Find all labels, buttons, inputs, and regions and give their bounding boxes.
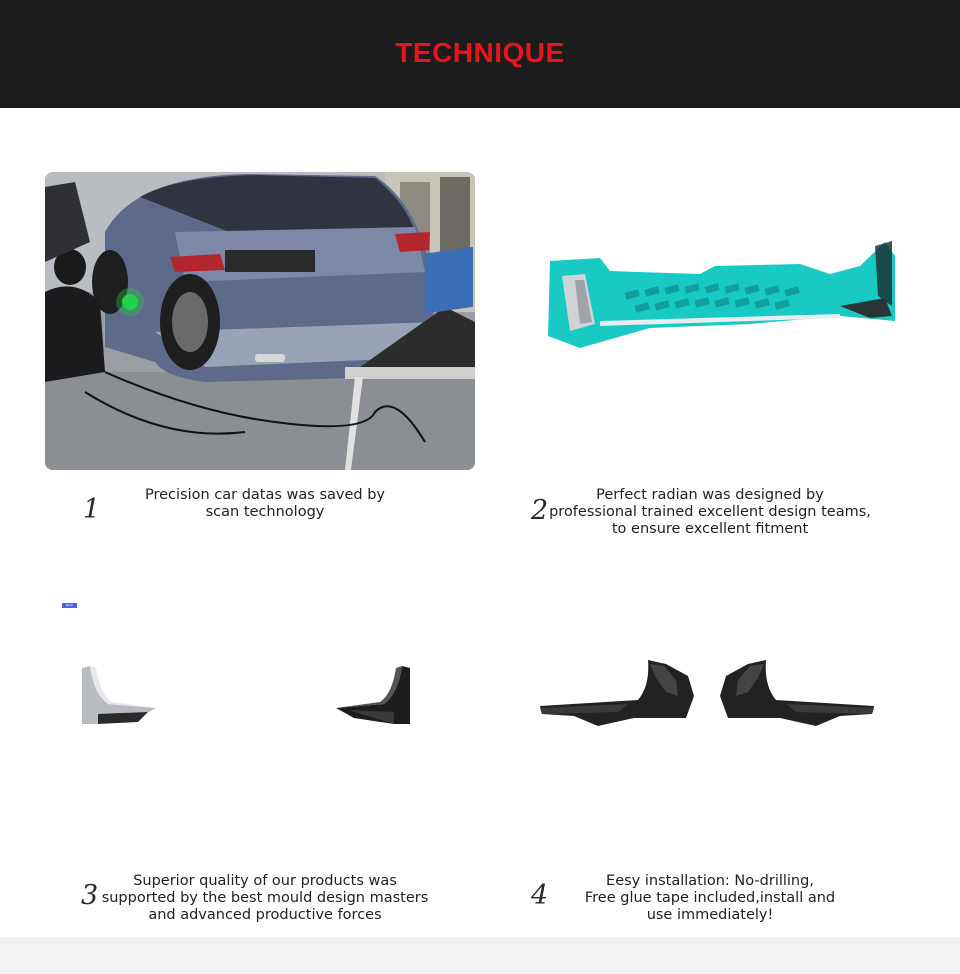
step-number-4: 4 <box>531 880 549 911</box>
step-caption-1-line-1: Precision car datas was saved by <box>144 487 385 503</box>
step-caption-3-line-2: supported by the best mould design masters <box>101 890 429 906</box>
black-bumper-pieces <box>538 656 876 732</box>
step-caption-4 <box>570 873 850 924</box>
side-trim-pieces <box>78 664 414 730</box>
step-caption-2-line-1: Perfect radian was designed by <box>596 487 824 503</box>
step-caption-2-line-2: professional trained excellent design teams, <box>549 504 871 520</box>
step-caption-3-line-1: Superior quality of our products was <box>133 873 397 889</box>
back-badge[interactable]: Back <box>62 603 77 608</box>
header-bar <box>0 0 960 108</box>
step-caption-3-line-3: and advanced productive forces <box>148 907 382 923</box>
step-caption-2 <box>540 487 880 538</box>
scan-photo <box>45 172 475 470</box>
step-caption-4-line-3: use immediately! <box>646 907 774 923</box>
step-caption-4-line-2: Free glue tape included,install and <box>584 890 836 906</box>
step-caption-3 <box>95 873 435 924</box>
step-caption-2-line-3: to ensure excellent fitment <box>611 521 809 537</box>
step-caption-4-line-1: Eesy installation: No-drilling, <box>606 873 814 889</box>
step-number-3: 3 <box>81 880 99 911</box>
step-caption-1-line-2: scan technology <box>205 504 325 520</box>
step-number-1: 1 <box>83 494 101 525</box>
step-number-2: 2 <box>531 495 549 526</box>
footer-band <box>0 937 960 974</box>
step-caption-1 <box>110 487 420 521</box>
page-title: TECHNIQUE <box>395 37 565 68</box>
scan-bumper-render <box>540 236 900 360</box>
